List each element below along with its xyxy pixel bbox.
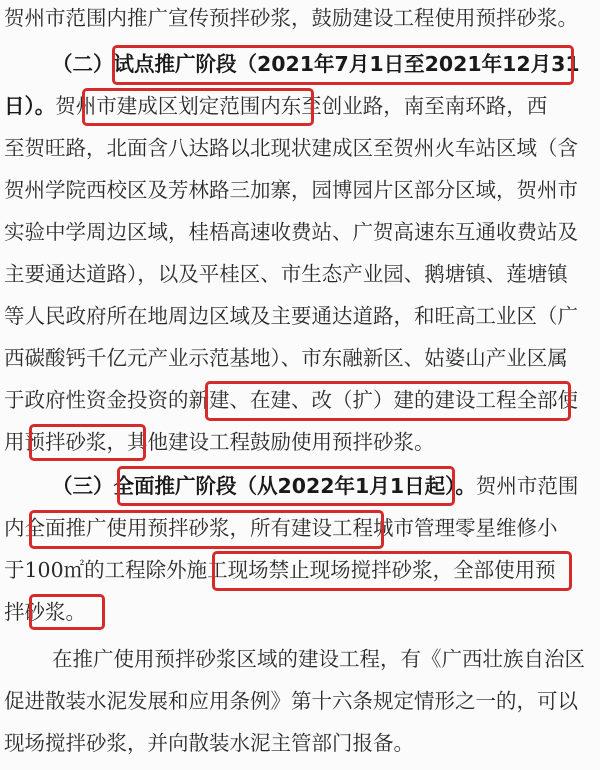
paragraph-line	[4, 172, 578, 208]
highlighted-text: 新建、在建、改（扩）建的建设工程全部使	[188, 388, 578, 412]
paragraph-line	[4, 340, 568, 376]
section-number: （三）	[52, 474, 114, 498]
body-text: 现场搅拌砂浆，并向散装水泥主管部门报备。	[4, 731, 414, 755]
section-heading-end: 日）。	[4, 94, 56, 118]
body-text: 贺州市范围	[475, 474, 579, 498]
paragraph-line	[4, 424, 435, 460]
body-text: 。	[65, 600, 86, 624]
body-text: 在推广使用预拌砂浆区域的建设工程，有《广西壮族自治区	[52, 647, 585, 671]
paragraph-line	[4, 552, 556, 588]
body-text: 于政府性资金投资的	[4, 388, 189, 412]
body-text: 于100㎡的工程除外	[4, 558, 187, 582]
body-text: 促进散装水泥发展和应用条例》第十六条规定情形之一的，可以	[4, 689, 578, 713]
paragraph-line	[4, 214, 578, 250]
section-heading: 试点推广阶段（2021年7月1日至2021年12月31	[113, 52, 580, 76]
paragraph-line	[4, 683, 578, 719]
paragraph-line	[4, 382, 578, 418]
body-text: 主要通达道路），以及平桂区、市生态产业园、鹅塘镇、莲塘镇	[4, 262, 568, 286]
body-text: 贺州市范围内推广宣传预拌砂浆，鼓励建设工程使用预拌砂浆。	[4, 6, 578, 30]
body-text: 实验中学周边区域，桂梧高速收费站、广贺高速东互通收费站及	[4, 220, 578, 244]
paragraph-line	[4, 725, 414, 761]
highlighted-text: 拌砂浆	[4, 600, 66, 624]
paragraph-line	[4, 88, 547, 124]
highlighted-text: 施工现场禁止现场搅拌砂浆，全部使用预	[186, 558, 556, 582]
highlighted-text: 用预拌砂浆	[4, 430, 107, 454]
body-text: 贺州学院西校区及芳林路三加寨，园博园片区部分区域，贺州市	[4, 178, 578, 202]
paragraph-line	[4, 510, 558, 546]
paragraph-line	[52, 641, 585, 677]
section-number: （二）	[52, 52, 114, 76]
body-text: 至贺旺路，北面含八达路以北现状建成区至贺州火车站区域（含	[4, 136, 578, 160]
paragraph-line	[4, 0, 578, 36]
body-text: 西碳酸钙千亿元产业示范基地）、市东融新区、姑婆山产业区属	[4, 346, 568, 370]
paragraph-line	[4, 298, 578, 334]
scope-label: 贺州市建成区划定范围内	[55, 94, 281, 118]
section-heading: 全面推广阶段（从2022年1月1日起）。	[113, 474, 476, 498]
paragraph-line	[4, 594, 86, 630]
section-heading-line	[52, 468, 578, 504]
section-heading-line	[52, 46, 580, 82]
highlighted-text: 内全面推广使用预拌砂浆，所有建设工程	[4, 516, 373, 540]
paragraph-line	[4, 130, 578, 166]
body-text: 等人民政府所在地周边区域及主要通达道路，和旺高工业区（广	[4, 304, 578, 328]
paragraph-line	[4, 256, 568, 292]
body-text: 东至创业路，南至南环路，西	[280, 94, 548, 118]
body-text: ，其他建设工程鼓励使用预拌砂浆。	[106, 430, 435, 454]
body-text: 城市管理零星维修小	[373, 516, 558, 540]
